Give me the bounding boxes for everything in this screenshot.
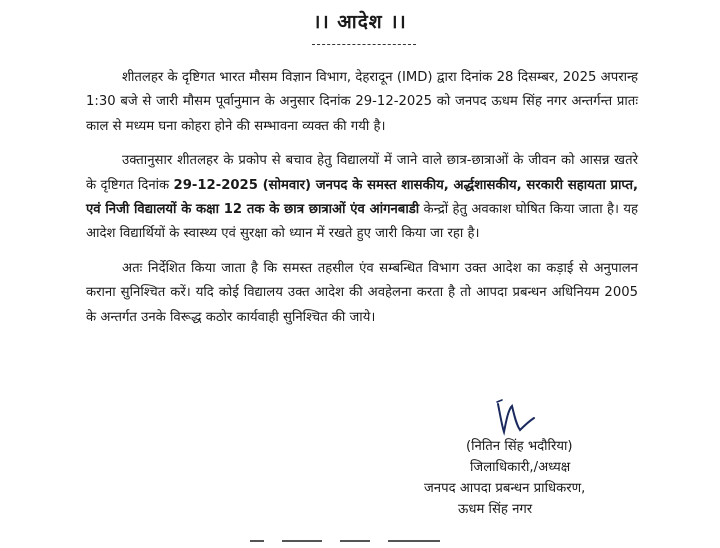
signatory-name: (नितिन सिंह भदौरिया) <box>466 439 573 454</box>
paragraph-compliance-directive: अतः निर्देशित किया जाता है कि समस्त तहसील एंव सम्बन्धित विभाग उक्त आदेश का कड़ाई से अनुपालन कराना सुनिश्चित करें। यदि कोई विद्यालय उक्त आदेश की अवहेलना करता है तो आपदा प्रबन्धन अधिनियम 2005 के अन्तर्गत उनके विरूद्ध कठोर कार्यवाही सुनिश्चित की जाये। <box>86 260 638 325</box>
order-body <box>86 66 638 340</box>
paragraph-2-district: जनपद के <box>311 177 368 193</box>
paragraph-2-closing: केन्द्रों हेतु अवकाश घोषित किया जाता है। यह आदेश विद्यार्थियों के स्वास्थ्य एवं सुरक्षा को ध्यान में रखते हुए जारी किया जा रहा है। <box>86 202 639 242</box>
paragraph-weather-forecast: शीतलहर के दृष्टिगत भारत मौसम विज्ञान विभाग, देहरादून (IMD) द्वारा दिनांक 28 दिसम्बर, 2025 अपरान्ह 1:30 बजे से जारी मौसम पूर्वानुमान के अनुसार दिनांक 29-12-2025 को जनपद ऊधम सिंह नगर अन्तर्गन्त प्रातः काल से मध्यम घना कोहरा होने की सम्भावना व्यक्त की गयी है। <box>86 70 638 134</box>
handwritten-signature <box>494 396 538 436</box>
affected-institutions: समस्त शासकीय, अर्द्धशासकीय, सरकारी सहायता प्राप्त, एवं निजी विद्यालयों के कक्षा 12 तक के छात्र छात्राओं एंव आंगनबाडी <box>86 177 639 218</box>
title-underline <box>312 44 416 45</box>
holiday-date: 29-12-2025 (सोमवार) <box>173 177 312 193</box>
signatory-authority: जनपद आपदा प्रबन्धन प्राधिकरण, <box>424 481 586 496</box>
paragraph-2-intro: उक्तानुसार शीतलहर के प्रकोप से बचाव हेतु विद्यालयों में जाने वाले छात्र-छात्राओं के जीवन को आसन्न खतरे के दृष्टिगत दिनांक <box>86 153 638 193</box>
signatory-block <box>424 436 654 520</box>
paragraph-holiday-declaration <box>86 149 638 247</box>
document-title: ।। आदेश ।। <box>313 11 407 33</box>
signatory-designation: जिलाधिकारी,/अध्यक्ष <box>470 460 571 475</box>
signatory-district: ऊधम सिंह नगर <box>458 502 533 517</box>
cropped-bottom-text <box>250 540 490 548</box>
